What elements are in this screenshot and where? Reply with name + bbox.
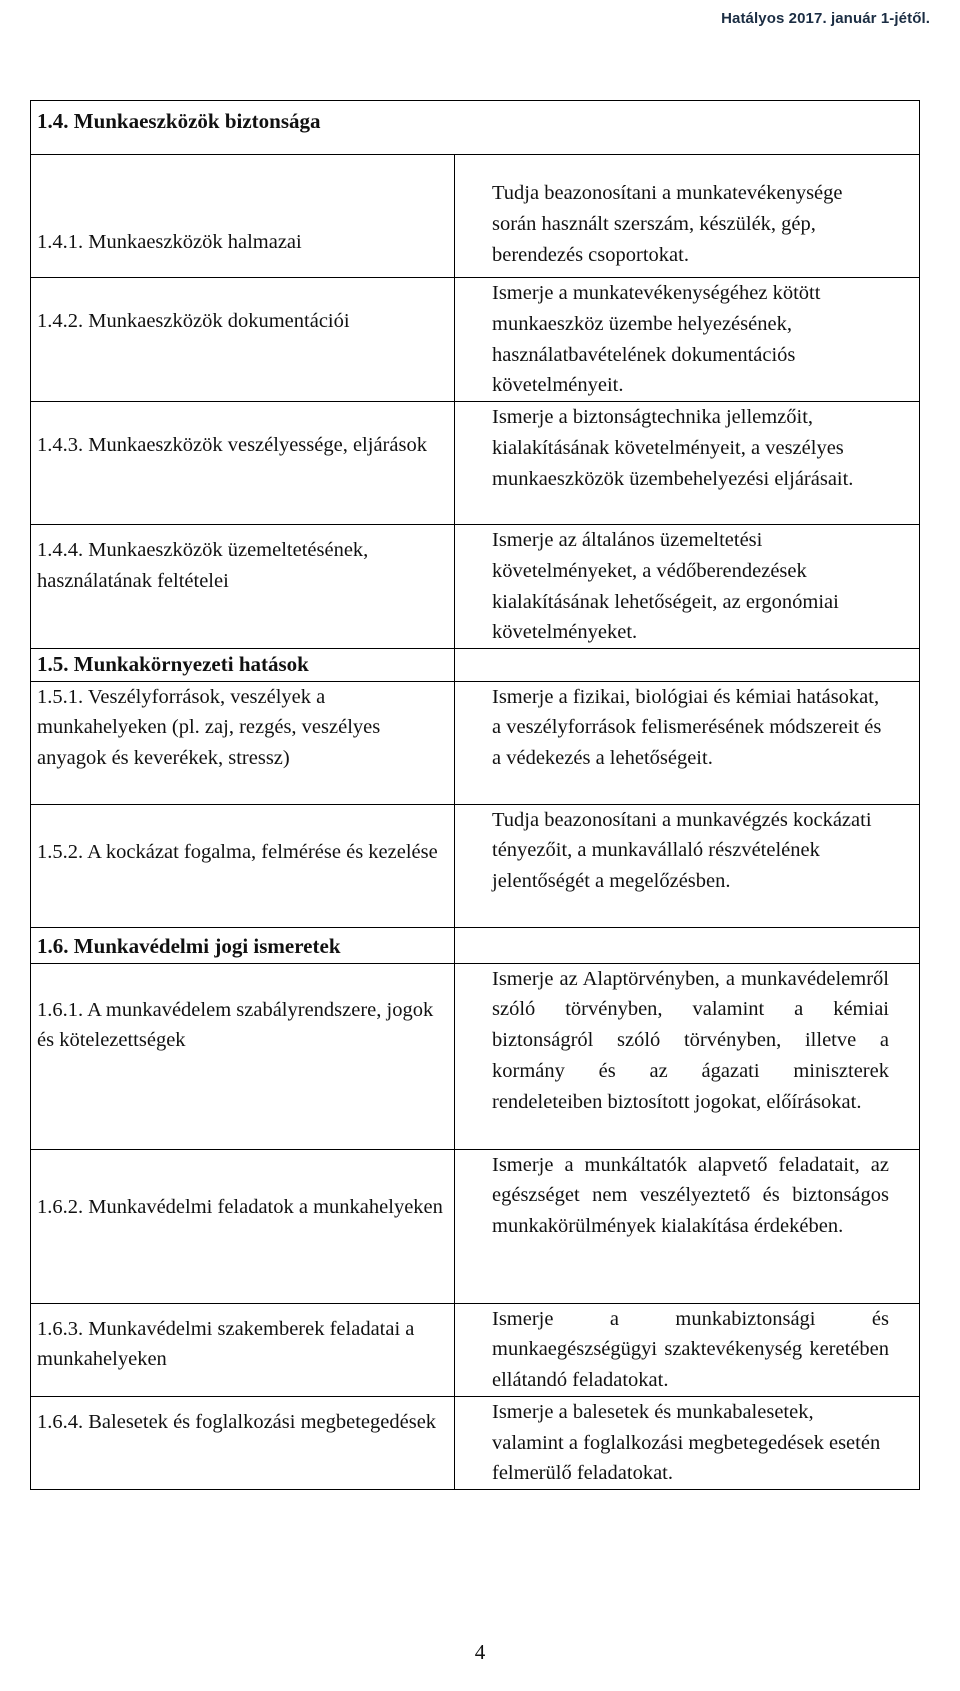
topic-cell: 1.4.1. Munkaeszközök halmazai [31, 155, 455, 278]
requirement-cell: Ismerje a fizikai, biológiai és kémiai hatásokat, a veszélyforrások felismerésének módszereit és a védekezés a lehetőségeit. [455, 681, 920, 804]
topic-cell: 1.5.1. Veszélyforrások, veszélyek a munkahelyeken (pl. zaj, rezgés, veszélyes anyagok és keverékek, stressz) [31, 681, 455, 804]
topic-row [31, 155, 920, 278]
section-heading: 1.6. Munkavédelmi jogi ismeretek [31, 927, 455, 963]
topic-row [31, 804, 920, 927]
requirement-cell: Tudja beazonosítani a munkatevékenysége során használt szerszám, készülék, gép, berendezés csoportokat. [455, 155, 920, 278]
topic-cell: 1.4.4. Munkaeszközök üzemeltetésének, használatának feltételei [31, 525, 455, 649]
topic-row [31, 681, 920, 804]
requirement-cell: Tudja beazonosítani a munkavégzés kockázati tényezőit, a munkavállaló részvételének jelentőségét a megelőzésben. [455, 804, 920, 927]
curriculum-table [30, 100, 920, 1490]
topic-row [31, 278, 920, 402]
topic-row [31, 402, 920, 525]
topic-cell: 1.4.3. Munkaeszközök veszélyessége, eljárások [31, 402, 455, 525]
empty-cell [455, 649, 920, 682]
topic-row [31, 1149, 920, 1303]
section-heading-row [31, 927, 920, 963]
requirement-cell: Ismerje a munkabiztonsági és munkaegészségügyi szaktevékenység keretében ellátandó feladatokat. [455, 1303, 920, 1396]
topic-row [31, 1396, 920, 1489]
topic-cell: 1.5.2. A kockázat fogalma, felmérése és kezelése [31, 804, 455, 927]
topic-row [31, 1303, 920, 1396]
section-heading-row [31, 101, 920, 155]
topic-cell: 1.6.4. Balesetek és foglalkozási megbetegedések [31, 1396, 455, 1489]
topic-cell: 1.4.2. Munkaeszközök dokumentációi [31, 278, 455, 402]
topic-row [31, 963, 920, 1149]
requirement-cell: Ismerje az általános üzemeltetési követelményeket, a védőberendezések kialakításának lehetőségeit, az ergonómiai követelményeket. [455, 525, 920, 649]
topic-cell: 1.6.2. Munkavédelmi feladatok a munkahelyeken [31, 1149, 455, 1303]
requirement-cell: Ismerje a munkatevékenységéhez kötött munkaeszköz üzembe helyezésének, használatbavételének dokumentációs követelményeit. [455, 278, 920, 402]
topic-cell: 1.6.1. A munkavédelem szabályrendszere, jogok és kötelezettségek [31, 963, 455, 1149]
requirement-cell: Ismerje az Alaptörvényben, a munkavédelemről szóló törvényben, valamint a kémiai biztonságról szóló törvényben, illetve a kormány és az ágazati miniszterek rendeleteiben biztosított jogokat, előírásokat. [455, 963, 920, 1149]
validity-date: Hatályos 2017. január 1-jétől. [721, 10, 930, 27]
section-heading: 1.5. Munkakörnyezeti hatások [31, 649, 455, 682]
requirement-cell: Ismerje a biztonságtechnika jellemzőit, kialakításának követelményeit, a veszélyes munkaeszközök üzembehelyezési eljárásait. [455, 402, 920, 525]
section-heading: 1.4. Munkaeszközök biztonsága [31, 101, 920, 155]
empty-cell [455, 927, 920, 963]
topic-cell: 1.6.3. Munkavédelmi szakemberek feladatai a munkahelyeken [31, 1303, 455, 1396]
topic-row [31, 525, 920, 649]
requirement-cell: Ismerje a balesetek és munkabalesetek, valamint a foglalkozási megbetegedések esetén felmerülő feladatokat. [455, 1396, 920, 1489]
page-number: 4 [474, 1640, 486, 1664]
section-heading-row [31, 649, 920, 682]
requirement-cell: Ismerje a munkáltatók alapvető feladatait, az egészséget nem veszélyeztető és biztonságos munkakörülmények kialakítása érdekében. [455, 1149, 920, 1303]
